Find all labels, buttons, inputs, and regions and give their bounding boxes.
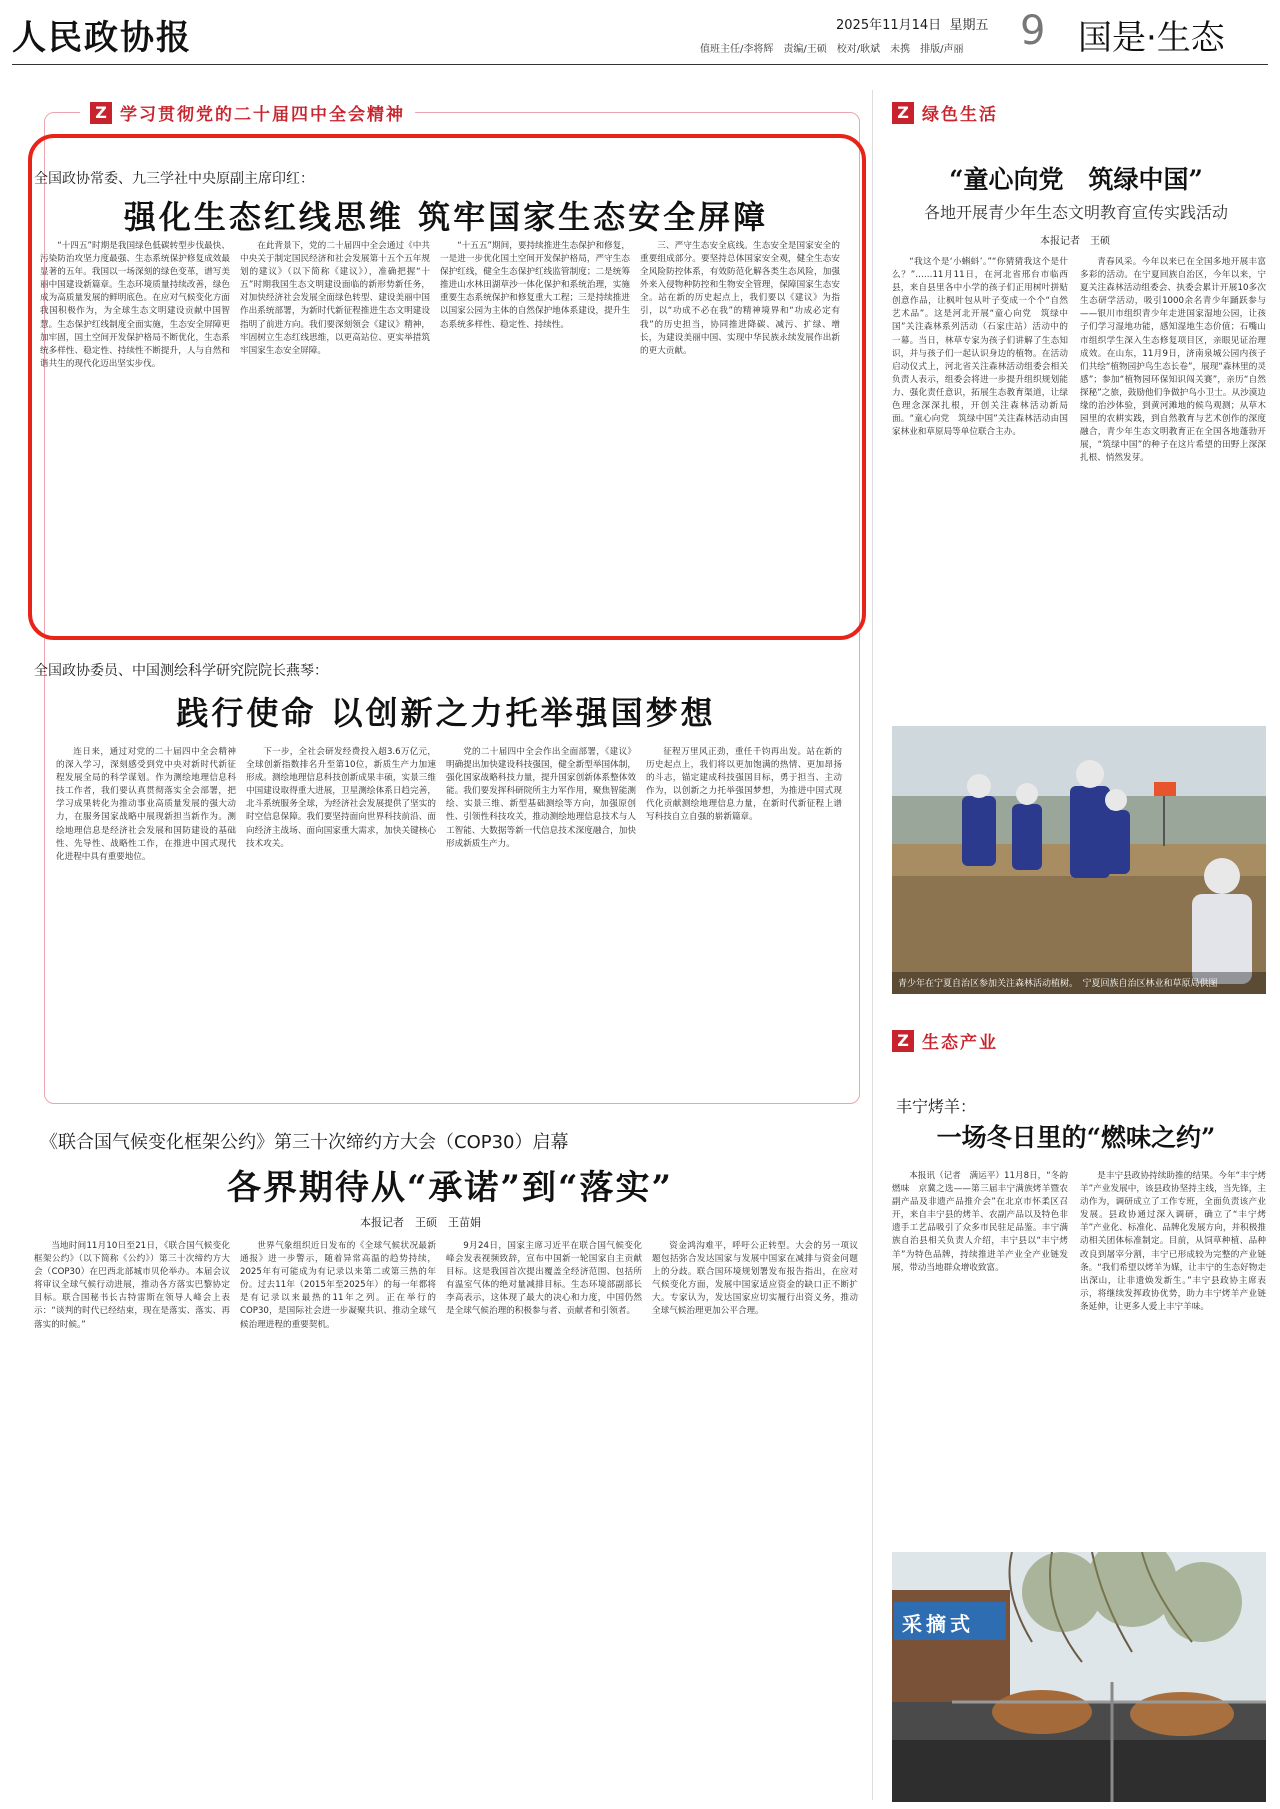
photo1-caption: 青少年在宁夏自治区参加关注森林活动植树。 宁夏回族自治区林业和草原局供图 — [898, 979, 1218, 989]
section-tag-label: 学习贯彻党的二十届四中全会精神 — [120, 105, 405, 125]
article1-col-1: “十四五”时期是我国绿色低碳转型步伐最快、污染防治攻坚力度最强、生态系统保护修复成效最显著的五年。我国以一场深刻的绿色变革，谱写美丽中国建设新篇章。生态环境质量持续改善，绿色成为高质量发展的鲜明底色。在应对气候变化方面我国积极作为，为全球生态文明建设贡献中国智慧。生态保护红线制度全面实施，生态安全屏障更加牢固，国土空间开发保护格局不断优化，生态系统多样性、稳定性、持续性不断提升，人与自然和谐共生的现代化迈出坚实步伐。 — [40, 241, 230, 369]
article3-kicker: 《联合国气候变化框架公约》第三十次缔约方大会（COP30）启幕 — [40, 1132, 569, 1153]
green-byline: 本报记者 王硕 — [1040, 236, 1110, 247]
industry-tag-z-icon: Z — [892, 1030, 914, 1052]
article1-byline: 全国政协常委、九三学社中央原副主席印红： — [34, 171, 314, 187]
article1-title: 强化生态红线思维 筑牢国家生态安全屏障 — [123, 198, 769, 236]
article1-col-4: 三、严守生态安全底线。生态安全是国家安全的重要组成部分。要坚持总体国家安全观，健全生态安全风险防控体系，有效防范化解各类生态风险，加强外来入侵物种防控和生物安全管理，保障国家生态安全。站在新的历史起点上，我们要以《建议》为指引，以“功成不必在我”的精神境界和“功成必定有我”的历史担当，协同推进降碳、减污、扩绿、增长，为建设美丽中国、实现中华民族永续发展作出新的更大贡献。 — [640, 241, 840, 356]
page-number: 9 — [1020, 8, 1046, 54]
masthead-credits: 值班主任/李将辉 责编/王硕 校对/耿斌 未携 排版/声丽 — [700, 44, 964, 55]
industry-tag-label: 生态产业 — [922, 1033, 998, 1053]
photo2-sign-text: 采摘式 — [902, 1612, 974, 1636]
photo-students-planting — [892, 726, 1266, 994]
section-tag-eco-industry — [892, 1028, 998, 1053]
masthead-rule — [12, 64, 1268, 65]
article3-col-2: 世界气象组织近日发布的《全球气候状况最新通报》进一步警示，随着异常高温的趋势持续，2025年有可能成为有记录以来第二或第三热的年份。过去11年（2015年至2025年）的每一年都将是有记录以来最热的11年之列。正在举行的COP30，是国际社会进一步凝聚共识、推动全球气候治理进程的重要契机。 — [240, 1241, 436, 1330]
article1-col-3: “十五五”期间，要持续推进生态保护和修复，一是进一步优化国土空间开发保护格局，严守生态保护红线，健全生态保护红线监管制度；二是统筹推进山水林田湖草沙一体化保护和系统治理，实施重要生态系统保护和修复重大工程；三是持续推进以国家公园为主体的自然保护地体系建设，提升生态系统多样性、稳定性、持续性。 — [440, 241, 630, 330]
industry-title: 一场冬日里的“燃味之约” — [936, 1123, 1216, 1152]
green-col-2: 青春风采。今年以来已在全国多地开展丰富多彩的活动。在宁夏回族自治区，今年以来，宁夏关注森林活动组委会、执委会累计开展10多次生态研学活动，吸引1000余名青少年踊跃参与——银川市组织青少年走进国家湿地公园，让孩子们学习湿地功能，感知湿地生态价值；石嘴山市组织学生深入生态修复项目区，亲眼见证治理成效。在山东，11月9日，济南泉城公园内孩子们共绘“植物园护鸟生态长卷”，展现“森林里的灵感”；参加“植物园环保知识闯关赛”，亲历“自然探秘”之旅，鼓励他们争做护鸟小卫士。从沙漠边缘的治沙体验，到黄河滩地的候鸟观测；从草木园里的农耕实践，到自然教育与艺术创作的深度融合，青少年生态文明教育正在全国各地蓬勃开展，“筑绿中国”的种子在这片希望的田野上深深扎根、悄然发芽。 — [1080, 257, 1266, 464]
green-col-1: “我这个是‘小蝌蚪’。”“你猜猜我这个是什么？”……11月11日，在河北省邢台市临西县，来自县里各中小学的孩子们正用树叶拼贴创意作品，让枫叶包从叶子变成一个个“自然艺术品”。这是河北开展“童心向党 筑绿中国”关注森林系列活动（石家庄站）活动中的一幕。当日，林草专家为孩子们讲解了生态知识，并与孩子们一起认识身边的植物。在活动启动仪式上，河北省关注森林活动组委会相关负责人表示，组委会将进一步提升组织规划能力、强化责任意识，拓展生态教育渠道，让绿色理念深深扎根，开创关注森林活动新局面。“童心向党 筑绿中国”关注森林活动由国家林业和草原局等单位联合主办。 — [892, 257, 1068, 438]
newspaper-logo: 人民政协报 — [12, 18, 192, 58]
masthead-date: 2025年11月14日 星期五 — [836, 18, 989, 33]
photo-students-planting-image — [892, 726, 1266, 994]
green-subtitle: 各地开展青少年生态文明教育宣传实践活动 — [923, 203, 1228, 222]
article2-col-3: 党的二十届四中全会作出全面部署，《建议》明确提出加快建设科技强国，健全新型举国体制，强化国家战略科技力量，提升国家创新体系整体效能。我们要发挥科研院所主力军作用，聚焦智能测绘、实景三维、新型基础测绘等方向，加强原创性、引领性科技攻关，推动测绘地理信息技术与人工智能、大数据等新一代信息技术深度融合，加快形成新质生产力。 — [446, 747, 636, 849]
article2-byline: 全国政协委员、中国测绘科学研究院院长燕琴： — [34, 663, 328, 679]
article3-col-4: 资金鸿沟难平，呼吁公正转型。大会的另一项议题包括弥合发达国家与发展中国家在减排与资金问题上的分歧。联合国环境规划署发布报告指出，在应对气候变化方面，发展中国家适应资金的缺口正不断扩大。专家认为，发达国家应切实履行出资义务，推动全球气候治理更加公平合理。 — [652, 1241, 858, 1317]
article2-col-2: 下一步，全社会研发经费投入超3.6万亿元，全球创新指数排名升至第10位，新质生产力加速形成。测绘地理信息科技创新成果丰硕，实景三维中国建设取得重大进展，卫星测绘体系日趋完善，北斗系统服务全球，为经济社会发展提供了坚实的时空信息保障。我们要坚持面向世界科技前沿、面向经济主战场、面向国家重大需求，加快关键核心技术攻关。 — [246, 747, 436, 849]
photo-roast-lamb-image — [892, 1552, 1266, 1802]
article3-col-1: 当地时间11月10日至21日，《联合国气候变化框架公约》（以下简称《公约》）第三十次缔约方大会（COP30）在巴西北部城市贝伦举办。本届会议将审议全球气候行动进展，推动各方落实巴黎协定目标。联合国秘书长古特雷斯在领导人峰会上表示：“谈判的时代已经结束，现在是落实、落实、再落实的时候。” — [34, 1241, 230, 1330]
section-tag-green-life — [892, 100, 998, 125]
section-tag-study — [80, 100, 415, 125]
industry-kicker: 丰宁烤羊： — [896, 1097, 977, 1116]
article2-col-4: 征程万里风正劲，重任千钧再出发。站在新的历史起点上，我们将以更加饱满的热情、更加昂扬的斗志，锚定建成科技强国目标，勇于担当、主动作为，以创新之力托举强国梦想，为推进中国式现代化贡献测绘地理信息力量，在新时代新征程上谱写科技自立自强的崭新篇章。 — [646, 747, 842, 823]
green-tag-label: 绿色生活 — [922, 105, 998, 125]
section-name: 国是·生态 — [1078, 18, 1225, 58]
article2-title: 践行使命 以创新之力托举强国梦想 — [176, 694, 716, 732]
photo-roast-lamb — [892, 1552, 1266, 1802]
article3-col-3: 9月24日，国家主席习近平在联合国气候变化峰会发表视频致辞，宣布中国新一轮国家自主贡献目标。这是我国首次提出覆盖全经济范围、包括所有温室气体的绝对量减排目标。生态环境部副部长李高表示，这体现了最大的决心和力度，中国仍然是全球气候治理的积极参与者、贡献者和引领者。 — [446, 1241, 642, 1317]
industry-col-1: 本报讯（记者 满运平）11月8日，“冬韵燃味 京冀之选——第三届丰宁满族烤羊暨农副产品及非遗产品推介会”在北京市怀柔区召开，来自丰宁县的烤羊、农副产品以及特色非遗手工艺品吸引了众多市民驻足品鉴。丰宁满族自治县相关负责人介绍，丰宁县以“丰宁烤羊”为特色品牌，持续推进羊产业全产业链发展，带动当地群众增收致富。 — [892, 1171, 1068, 1273]
article3-byline: 本报记者 王硕 王苗娟 — [360, 1216, 481, 1229]
green-tag-z-icon: Z — [892, 102, 914, 124]
green-title: “童心向党 筑绿中国” — [949, 165, 1203, 194]
article1-col-2: 在此背景下，党的二十届四中全会通过《中共中央关于制定国民经济和社会发展第十五个五年规划的建议》（以下简称《建议》），准确把握“十五”时期我国生态文明建设面临的新形势新任务，对加快经济社会发展全面绿色转型、建设美丽中国作出系统部署，为新时代新征程推进生态文明建设指明了前进方向。我们要深刻领会《建议》精神，牢固树立生态红线思维，以更高站位、更实举措筑牢国家生态安全屏障。 — [240, 241, 430, 356]
section-tag-z-icon: Z — [90, 102, 112, 124]
column-divider — [872, 90, 873, 1800]
article3-title: 各界期待从“承诺”到“落实” — [226, 1168, 674, 1208]
article2-col-1: 连日来，通过对党的二十届四中全会精神的深入学习，深刻感受到党中央对新时代新征程发展全局的科学谋划。作为测绘地理信息科技工作者，我们要认真贯彻落实全会部署，把学习成果转化为推动事业高质量发展的强大动力，在服务国家战略中展现新担当新作为。测绘地理信息是经济社会发展和国防建设的基础性、先导性、战略性工作，在推进中国式现代化进程中具有重要地位。 — [56, 747, 236, 862]
industry-col-2: 是丰宁县政协持续助推的结果。今年“丰宁烤羊”产业发展中，该县政协坚持主线，当先锋，主动作为，调研成立了工作专班，全面负责该产业发展。县政协通过深入调研，确立了“丰宁烤羊”产业化、标准化、品牌化发展方向，并积极推动相关团体标准制定。目前，从饲草种植、品种改良到屠宰分割，丰宁已形成较为完整的产业链条。“我们希望以烤羊为媒，让丰宁的生态好物走出深山，让非遗焕发新生。”丰宁县政协主席表示，将继续发挥政协优势，助力丰宁烤羊产业链条延伸，让更多人爱上丰宁羊味。 — [1080, 1171, 1266, 1312]
